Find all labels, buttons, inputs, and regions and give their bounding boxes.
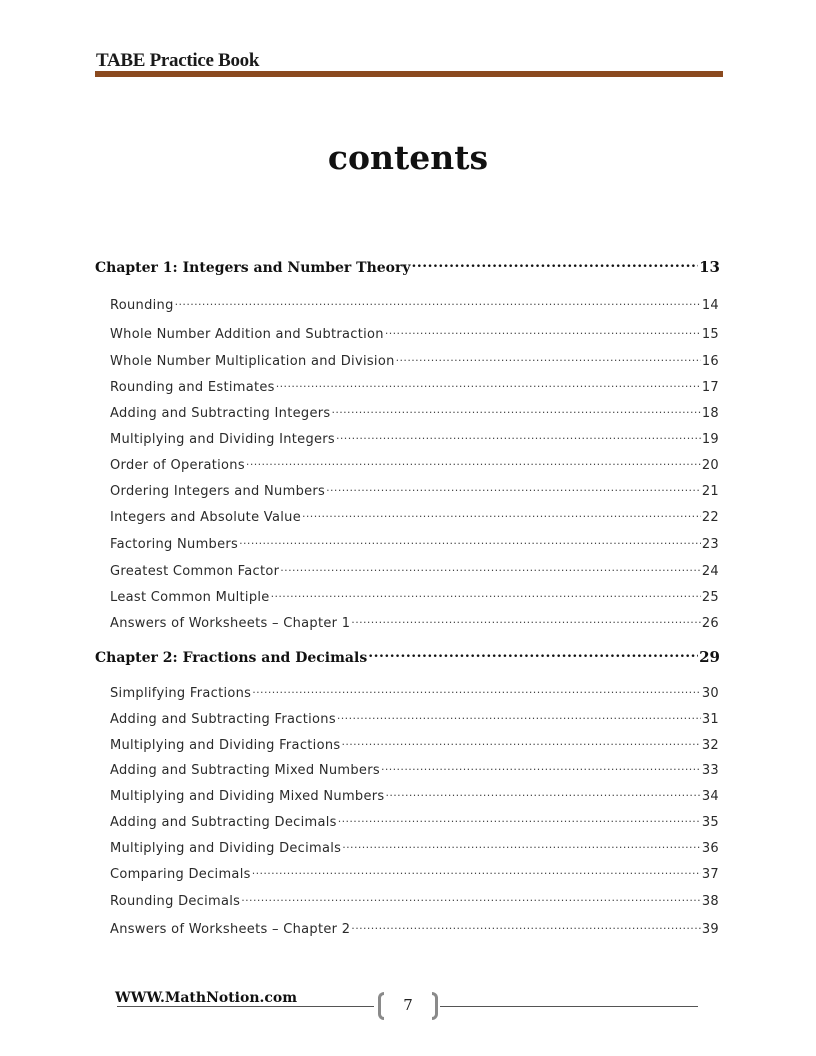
dot-leader [338, 813, 701, 826]
toc-entry-label: Answers of Worksheets – Chapter 1 [110, 616, 351, 631]
toc-entry-page: 30 [701, 686, 719, 701]
toc-entry[interactable] [110, 839, 719, 856]
toc-entry[interactable] [110, 378, 719, 395]
toc-entry-label: Order of Operations [110, 458, 245, 473]
toc-entry[interactable] [110, 456, 719, 473]
toc-entry-label: Multiplying and Dividing Integers [110, 432, 336, 447]
toc-entry-page: 14 [701, 298, 719, 313]
toc-entry[interactable] [110, 892, 719, 909]
toc-entry[interactable] [110, 865, 719, 882]
toc-entry-page: 33 [701, 763, 719, 778]
dot-leader [351, 920, 701, 933]
toc-entry-page: 16 [701, 354, 719, 369]
toc-entry-page: 24 [701, 564, 719, 579]
toc-entry-page: 37 [701, 867, 719, 882]
dot-leader [271, 588, 701, 601]
toc-entry-label: Whole Number Multiplication and Division [110, 354, 395, 369]
header-title: TABE Practice Book [96, 50, 260, 71]
toc-entry-page: 17 [701, 380, 719, 395]
toc-entry[interactable] [110, 588, 719, 605]
toc-entry-page: 20 [701, 458, 719, 473]
toc-entry[interactable] [110, 325, 719, 342]
dot-leader [175, 296, 701, 309]
toc-entry-page: 19 [701, 432, 719, 447]
dot-leader [351, 614, 701, 627]
toc-entry-label: Factoring Numbers [110, 537, 239, 552]
dot-leader [396, 352, 701, 365]
dot-leader [331, 404, 700, 417]
toc-entry-label: Whole Number Addition and Subtraction [110, 327, 384, 342]
toc-entry[interactable] [110, 482, 719, 499]
toc-entry-page: 15 [701, 327, 719, 342]
toc-entry-page: 35 [701, 815, 719, 830]
dot-leader [326, 482, 701, 495]
toc-entry-label: Least Common Multiple [110, 590, 270, 605]
dot-leader [241, 892, 701, 905]
toc-entry[interactable] [110, 430, 719, 447]
toc-entry-label: Rounding [110, 298, 174, 313]
footer-website: WWW.MathNotion.com [115, 990, 298, 1006]
toc-entry-page: 36 [701, 841, 719, 856]
toc-entry-page: 32 [701, 738, 719, 753]
toc-chapter-label: Chapter 2: Fractions and Decimals [95, 650, 368, 666]
toc-entry-page: 38 [701, 894, 719, 909]
toc-entry-page: 18 [701, 406, 719, 421]
footer-rule [117, 1006, 374, 1007]
toc-entry-label: Ordering Integers and Numbers [110, 484, 326, 499]
dot-leader [280, 562, 701, 575]
toc-chapter-label: Chapter 1: Integers and Number Theory [95, 260, 411, 276]
toc-entry[interactable] [110, 562, 719, 579]
dot-leader [336, 430, 701, 443]
toc-entry-page: 22 [701, 510, 719, 525]
toc-entry-label: Multiplying and Dividing Decimals [110, 841, 342, 856]
toc-entry[interactable] [110, 535, 719, 552]
toc-entry-label: Adding and Subtracting Decimals [110, 815, 337, 830]
toc-entry-page: 23 [701, 537, 719, 552]
dot-leader [239, 535, 701, 548]
bracket-right-icon [432, 992, 438, 1020]
toc-chapter-1[interactable] [95, 258, 720, 276]
toc-entry[interactable] [110, 614, 719, 631]
toc-entry-page: 25 [701, 590, 719, 605]
toc-chapter-page: 29 [699, 648, 720, 666]
toc-entry-label: Simplifying Fractions [110, 686, 252, 701]
dot-leader [302, 508, 701, 521]
toc-entry[interactable] [110, 710, 719, 727]
toc-entry[interactable] [110, 296, 719, 313]
toc-entry[interactable] [110, 508, 719, 525]
toc-entry[interactable] [110, 761, 719, 778]
page-heading: contents [327, 138, 489, 177]
toc-entry[interactable] [110, 404, 719, 421]
toc-entry-label: Adding and Subtracting Fractions [110, 712, 336, 727]
toc-entry-page: 39 [701, 922, 719, 937]
footer-rule [440, 1006, 698, 1007]
toc-entry[interactable] [110, 787, 719, 804]
toc-chapter-2[interactable] [95, 648, 720, 666]
dot-leader [341, 736, 700, 749]
toc-entry-page: 31 [701, 712, 719, 727]
dot-leader [385, 787, 700, 800]
toc-entry-label: Rounding and Estimates [110, 380, 275, 395]
toc-entry-label: Integers and Absolute Value [110, 510, 302, 525]
toc-entry-label: Greatest Common Factor [110, 564, 280, 579]
toc-entry[interactable] [110, 920, 719, 937]
toc-entry-label: Multiplying and Dividing Fractions [110, 738, 341, 753]
dot-leader [412, 258, 699, 272]
header-rule [95, 71, 723, 77]
toc-entry-page: 34 [701, 789, 719, 804]
dot-leader [337, 710, 701, 723]
dot-leader [342, 839, 701, 852]
toc-entry-page: 26 [701, 616, 719, 631]
toc-entry[interactable] [110, 813, 719, 830]
toc-entry[interactable] [110, 684, 719, 701]
toc-entry[interactable] [110, 352, 719, 369]
toc-entry-label: Multiplying and Dividing Mixed Numbers [110, 789, 385, 804]
toc-entry[interactable] [110, 736, 719, 753]
toc-entry-label: Answers of Worksheets – Chapter 2 [110, 922, 351, 937]
dot-leader [368, 648, 698, 662]
dot-leader [252, 865, 701, 878]
toc-chapter-page: 13 [699, 258, 720, 276]
dot-leader [381, 761, 701, 774]
dot-leader [246, 456, 701, 469]
dot-leader [252, 684, 701, 697]
toc-entry-label: Rounding Decimals [110, 894, 241, 909]
toc-entry-label: Adding and Subtracting Integers [110, 406, 331, 421]
toc-entry-label: Adding and Subtracting Mixed Numbers [110, 763, 380, 778]
page-number: 7 [403, 996, 413, 1014]
dot-leader [276, 378, 701, 391]
dot-leader [385, 325, 701, 338]
toc-entry-page: 21 [701, 484, 719, 499]
toc-entry-label: Comparing Decimals [110, 867, 251, 882]
